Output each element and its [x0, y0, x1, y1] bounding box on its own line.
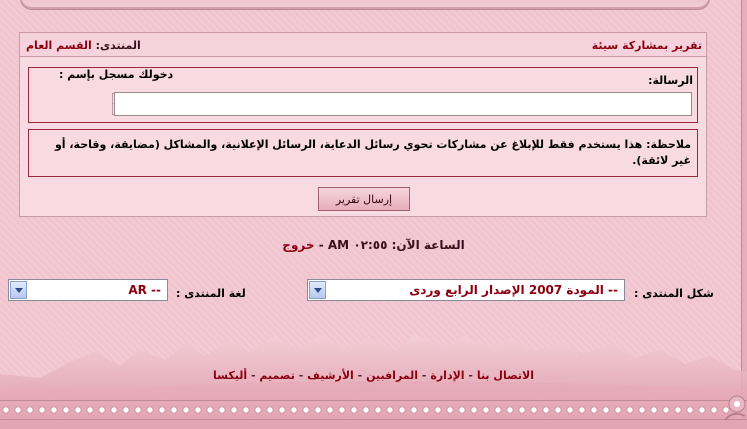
style-select-label: شكل المنتدى :: [634, 287, 714, 300]
footer-link-design[interactable]: تصميم: [259, 369, 295, 382]
logout-link[interactable]: خروج: [282, 238, 315, 252]
footer-link-admin[interactable]: الإدارة: [430, 369, 465, 382]
style-select[interactable]: [307, 279, 625, 301]
language-select-value: -- AR: [128, 283, 161, 297]
footer-link-alexa[interactable]: أليكسا: [213, 369, 248, 382]
footer-bead-row: [0, 404, 747, 416]
panel-header: [20, 33, 706, 57]
submit-report-button[interactable]: إرسال تقرير: [318, 187, 410, 211]
message-input[interactable]: [114, 92, 692, 116]
message-label: الرسالة:: [648, 74, 693, 87]
forum-link[interactable]: القسم العام: [26, 39, 92, 52]
footer-separator: -: [298, 369, 304, 382]
corner-ornament-icon: [711, 384, 747, 429]
note-box: [28, 129, 698, 177]
note-text: ملاحظة: هذا يستخدم فقط للإبلاغ عن مشاركات تحوي رسائل الدعاية، الرسائل الإعلانية، والمشاكل (مضايقة، وقاحة، أو غير لائقة).: [54, 138, 691, 167]
footer-link-contact[interactable]: الاتصال بنا: [476, 369, 534, 382]
logged-in-label: دخولك مسجل بإسم :: [59, 68, 174, 81]
footer-link-moderators[interactable]: المرافبين: [366, 369, 419, 382]
footer-separator: -: [250, 369, 256, 382]
footer-separator: -: [357, 369, 363, 382]
top-frame-decoration: [20, 0, 710, 10]
time-status: [0, 238, 747, 252]
language-select[interactable]: [8, 279, 168, 301]
report-title: تقرير بمشاركة سيئة: [591, 39, 702, 52]
chevron-down-icon[interactable]: [309, 281, 326, 299]
time-period: AM: [327, 238, 350, 252]
time-value: ٠٢:٥٥: [353, 238, 388, 252]
style-select-value: -- المودة 2007 الإصدار الرابع وردى: [409, 283, 618, 297]
forum-label: المنتدى:: [95, 39, 141, 52]
time-label: الساعة الآن:: [391, 238, 465, 252]
chevron-down-icon[interactable]: [10, 281, 27, 299]
footer-separator: -: [421, 369, 427, 382]
time-separator: -: [318, 238, 324, 252]
forum-info: [26, 39, 141, 52]
footer-links: [0, 369, 747, 382]
footer-separator: -: [468, 369, 473, 382]
language-select-label: لغة المنتدى :: [176, 287, 246, 300]
message-box: [28, 67, 698, 123]
report-panel: [19, 32, 707, 217]
footer-link-archive[interactable]: الأرشيف: [307, 369, 354, 382]
